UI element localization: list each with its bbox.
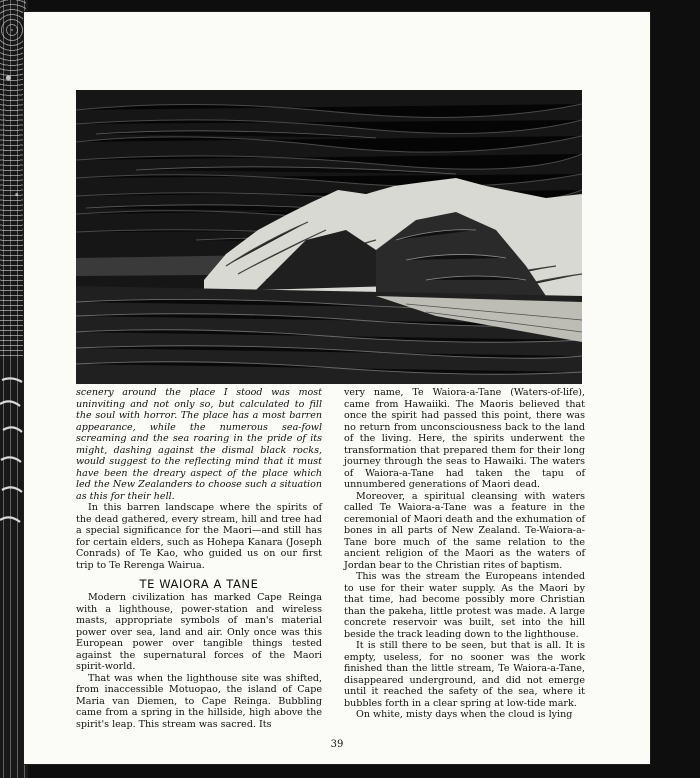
- paragraph: This was the stream the Europeans intended to use for their water supply. As the Maori by that time, had become possibly more Christian than the pakeha, little protest was made. A large concrete reservoir was built, set into the hill beside the track leading down to the lighthouse.: [344, 571, 585, 640]
- paragraph: Moreover, a spiritual cleansing with waters called Te Waiora-a-Tane was a feature in the ceremonial of Maori death and the exhumation of bones in all parts of New Zealand. Te-Waiora-a-Tane bore much of the same relation to the ancient religion of the Maori as the waters of Jordan bear to the Christian rites of baptism.: [344, 490, 585, 571]
- left-column: [76, 387, 322, 730]
- paragraph: In this barren landscape where the spirits of the dead gathered, every stream, hill and tree had a special significance for the Maori—and still has for certain elders, such as Hohepa Kanara (Joseph Conrads) of Te Kao, who guided us on our first trip to Te Rerenga Wairua.: [76, 502, 322, 571]
- section-heading: TE WAIORA A TANE: [139, 577, 259, 591]
- paragraph: On white, misty days when the cloud is lying: [356, 709, 573, 720]
- illustration-drawing: [76, 90, 582, 384]
- paragraph: very name, Te Waiora-a-Tane (Waters-of-life), came from Hawaiiki. The Maoris believed that once the spirit had passed this point, there was no return from unconsciousness back to the land of the living. Here, the spirits underwent the transformation that prepared them for their long journey through the seas to Hawaiki. The waters of Waiora-a-Tane had taken the tapu of unnumbered generations of Maori dead.: [344, 387, 585, 490]
- paragraph: That was when the lighthouse site was shifted, from inaccessible Motuopao, the island of Cape Maria van Diemen, to Cape Reinga. Bubbling came from a spring in the hillside, high above the spirit's leap. This stream was sacred. Its: [76, 672, 322, 730]
- paragraph: Modern civilization has marked Cape Reinga with a lighthouse, power-station and wireless masts, appropriate symbols of man's material power over sea, land and air. Only once was this European power over tangible things tested against the supernatural forces of the Maori spirit-world.: [76, 592, 322, 672]
- coastal-headland-illustration: [76, 90, 582, 384]
- paragraph: scenery around the place I stood was most uninviting and not only so, but calculated to fill the soul with horror. The place has a most barren appearance, while the numerous sea-fowl screaming and the sea roaring in the pride of its might, dashing against the dismal black rocks, would suggest to the reflecting mind that it must have been the dreary aspect of the place which led the New Zealanders to choose such a situation as this for their hell.: [76, 387, 322, 502]
- scan-side-marks: [0, 370, 24, 540]
- paragraph: It is still there to be seen, but that is all. It is empty, useless, for no sooner was the work finished than the little stream, Te Waiora-a-Tane, disappeared underground, and did not emerge until it reached the safety of the sea, where it bubbles forth in a clear spring at low-tide mark.: [344, 640, 585, 709]
- book-page: [24, 12, 650, 764]
- page-number: 39: [330, 739, 344, 750]
- right-column: [344, 387, 585, 721]
- scan-speckle: [0, 0, 26, 360]
